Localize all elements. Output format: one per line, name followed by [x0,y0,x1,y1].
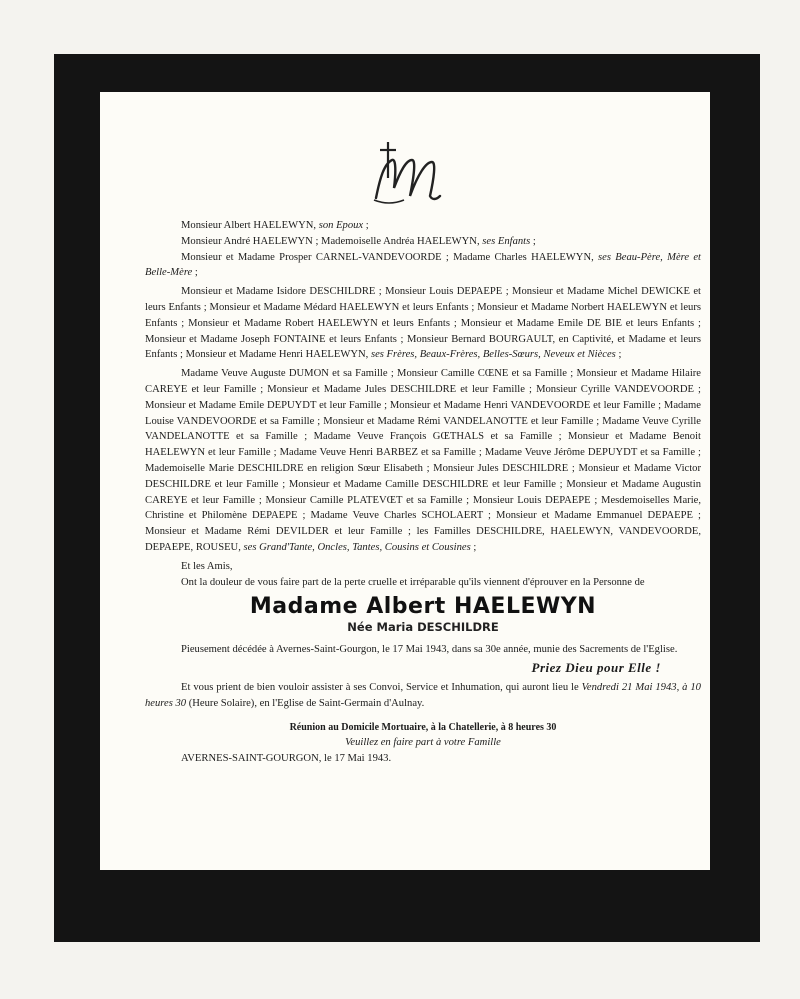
paragraph-spouse: Monsieur Albert HAELEWYN, son Epoux ; [181,220,369,231]
funeral-notice-card [100,92,710,870]
notice-text [145,218,701,767]
death-notice: Pieusement décédée à Avernes-Saint-Gourgon, le 17 Mai 1943, dans sa 30e année, munie des Sacrements de l'Eglise. [181,644,678,656]
cross-monogram-icon [370,138,446,210]
deceased-name: Madame Albert HAELEWYN [249,594,597,620]
paragraph-relatives: Madame Veuve Auguste DUMON et sa Famille ; Monsieur Camille CŒNE et sa Famille ; Monsieur et Madame Hilaire CAREYE et leur Famille ; Monsieur et Madame Jules DESCHILDRE et leur Famille ; Monsieur Cyrille VANDEVOORDE ; Monsieur et Madame Emile DEPUYDT et leur Famille ; Monsieur et Madame Henri VANDEVOORDE et leur Famille ; Madame Louise VANDEVOORDE et sa Famille ; Monsieur et Madame Rémi VANDELANOTTE et leur Famille ; Madame Veuve Cyrille VANDELANOTTE et sa Famille ; Madame Veuve François GŒTHALS et sa Famille ; Monsieur et Madame Benoit HAELEWYN et leur Famille ; Madame Veuve Henri BARBEZ et sa Famille ; Madame Veuve Jérôme DEPUYDT et sa Famille ; Mademoiselle Marie DESCHILDRE en religion Sœur Elisabeth ; Monsieur Jules DESCHILDRE ; Monsieur et Madame Victor DESCHILDRE et leur Famille ; Monsieur et Madame Camille DESCHILDRE et leur Famille ; Monsieur et Madame Augustin CAREYE et leur Famille ; Monsieur Camille PLATEVŒT et sa Famille ; Monsieur Louis DEPAEPE ; Mesdemoiselles Marie, Christine et Philomène DEPAEPE ; Madame Veuve Charles SCHOLAERT ; Monsieur et Madame Emmanuel DEPAEPE ; Monsieur et Madame Rémi DEVILDER et leur Famille ; les Familles DESCHILDRE, HAELEWYN, VANDEVOORDE, DEPAEPE, ROUSEU, ses Grand'Tante, Oncles, Tantes, Cousins et Cousines ; [145,368,701,553]
request-line: Veuillez en faire part à votre Famille [345,737,501,749]
prayer-line: Priez Dieu pour Elle ! [531,660,661,676]
place-date: AVERNES-SAINT-GOURGON, le 17 Mai 1943. [181,753,392,765]
paragraph-children: Monsieur André HAELEWYN ; Mademoiselle Andréa HAELEWYN, ses Enfants ; [181,235,536,247]
paragraph-siblings: Monsieur et Madame Isidore DESCHILDRE ; Monsieur Louis DEPAEPE ; Monsieur et Madame Michel DEWICKE et leurs Enfants ; Monsieur et Madame Médard HAELEWYN et leurs Enfants ; Monsieur et Madame Norbert HAELEWYN et leurs Enfants ; Monsieur et Madame Robert HAELEWYN et leurs Enfants ; Monsieur et Madame Emile DE BIE et leurs Enfants ; Monsieur et Madame Joseph FONTAINE et leurs Enfants ; Monsieur Bernard BOURGAULT, en Captivité, et Madame et leurs Enfants ; Monsieur et Madame Henri HAELEWYN, ses Frères, Beaux-Frères, Belles-Sœurs, Neveux et Nièces ; [145,286,701,361]
announcement-text: Ont la douleur de vous faire part de la perte cruelle et irréparable qu'ils viennent d'éprouver en la Personne de [181,576,645,588]
reunion-line: Réunion au Domicile Mortuaire, à la Chatellerie, à 8 heures 30 [289,721,557,733]
invitation-text: Et vous prient de bien vouloir assister à ses Convoi, Service et Inhumation, qui auront lieu le Vendredi 21 Mai 1943, à 10 heures 30 (Heure Solaire), en l'Eglise de Saint-Germain d'Aulnay. [145,681,701,709]
deceased-block [145,594,701,634]
paragraph-parents: Monsieur et Madame Prosper CARNEL-VANDEVOORDE ; Madame Charles HAELEWYN, ses Beau-Père, Mère et Belle-Mère ; [145,251,702,279]
maiden-name: Née Maria DESCHILDRE [347,620,499,635]
friends-line: Et les Amis, [181,560,233,572]
